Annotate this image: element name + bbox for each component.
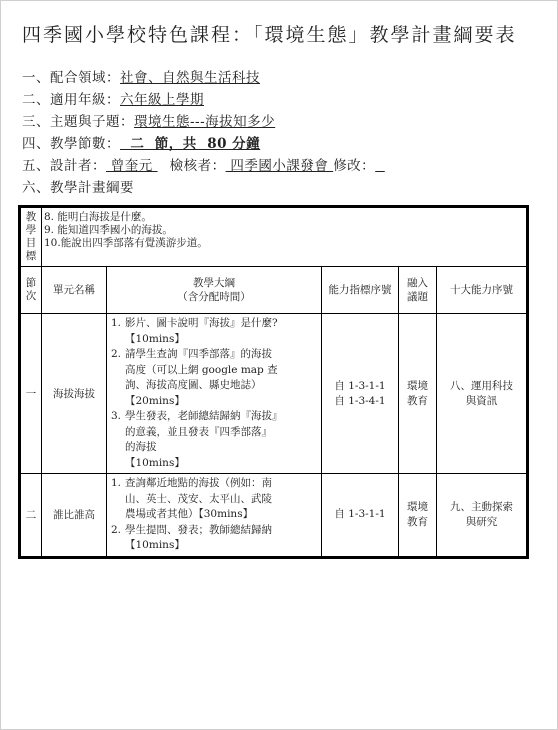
sessions-label: 四、教學節數： xyxy=(22,136,120,152)
ability-cell: 八、運用科技 與資訊 xyxy=(437,314,528,474)
outline-item: 2. 學生提問、發表；教師總結歸納 【10mins】 xyxy=(111,523,272,551)
issue-cell: 環境 教育 xyxy=(399,314,437,474)
info-designers xyxy=(22,154,385,174)
header-indicator: 能力指標序號 xyxy=(322,267,399,314)
document-title: 四季國小學校特色課程：「環境生態」教學計畫綱要表 xyxy=(22,24,517,46)
goal-item: 10.能說出四季部落有覺漢游步道。 xyxy=(44,237,208,249)
header-session: 節 次 xyxy=(20,267,42,314)
unit-name: 海拔海拔 xyxy=(42,314,107,474)
outline-item: 1. 影片、圖卡說明『海拔』是什麼? 【10mins】 xyxy=(111,317,278,345)
goals-label: 教 學 目 標 xyxy=(20,207,42,267)
goals-list xyxy=(42,207,528,267)
outline-item: 1. 查詢鄰近地點的海拔（例如：南 山、英士、茂安、太平山、武陵 農場或者其他）【30mins】 xyxy=(111,477,272,520)
domain-value: 社會、自然與生活科技 xyxy=(120,70,260,86)
table-row xyxy=(20,314,528,474)
info-grade xyxy=(22,88,204,108)
header-unit: 單元名稱 xyxy=(42,267,107,314)
issue-cell: 環境 教育 xyxy=(399,474,437,558)
outline-cell xyxy=(107,474,322,558)
info-domain xyxy=(22,66,260,86)
info-outline-heading: 六、教學計畫綱要 xyxy=(22,180,134,196)
session-number: 一 xyxy=(20,314,42,474)
ability-cell: 九、主動探索 與研究 xyxy=(437,474,528,558)
header-issue: 融入 議題 xyxy=(399,267,437,314)
info-sessions xyxy=(22,132,260,152)
outline-item: 2. 請學生查詢『四季部落』的海拔 高度（可以上網 google map 查 詢、海拔高度圖、縣史地誌） 【20mins】 xyxy=(111,348,278,407)
modify-value xyxy=(375,158,385,174)
info-theme xyxy=(22,110,275,130)
unit-name: 誰比誰高 xyxy=(42,474,107,558)
header-ability: 十大能力序號 xyxy=(437,267,528,314)
header-row xyxy=(20,267,528,314)
goals-row xyxy=(20,207,528,267)
theme-label: 三、主題與子題： xyxy=(22,114,134,130)
theme-value: 環境生態---海拔知多少 xyxy=(134,114,276,130)
domain-label: 一、配合領域： xyxy=(22,70,120,86)
outline-item: 3. 學生發表，老師總結歸納『海拔』 的意義，並且發表『四季部落』 的海拔 【10mins】 xyxy=(111,410,283,469)
table-row xyxy=(20,474,528,558)
goal-item: 8. 能明白海拔是什麼。 xyxy=(44,211,152,223)
outline-cell xyxy=(107,314,322,474)
teaching-plan-table xyxy=(18,205,529,559)
grade-label: 二、適用年級： xyxy=(22,92,120,108)
reviewer-value: 四季國小課發會 xyxy=(225,158,334,174)
indicator-codes: 自 1-3-1-1 自 1-3-4-1 xyxy=(322,314,399,474)
modify-label: 修改： xyxy=(333,158,376,174)
sessions-value: 二 節，共 80 分鐘 xyxy=(120,136,261,152)
indicator-codes: 自 1-3-1-1 xyxy=(322,474,399,558)
designer-value: 曾奎元 xyxy=(106,158,158,174)
designer-label: 五、設計者： xyxy=(22,158,106,174)
grade-value: 六年級上學期 xyxy=(120,92,204,108)
session-number: 二 xyxy=(20,474,42,558)
header-outline: 教學大綱 （含分配時間） xyxy=(107,267,322,314)
goal-item: 9. 能知道四季國小的海拔。 xyxy=(44,224,173,236)
reviewer-label: 檢核者： xyxy=(169,158,226,174)
